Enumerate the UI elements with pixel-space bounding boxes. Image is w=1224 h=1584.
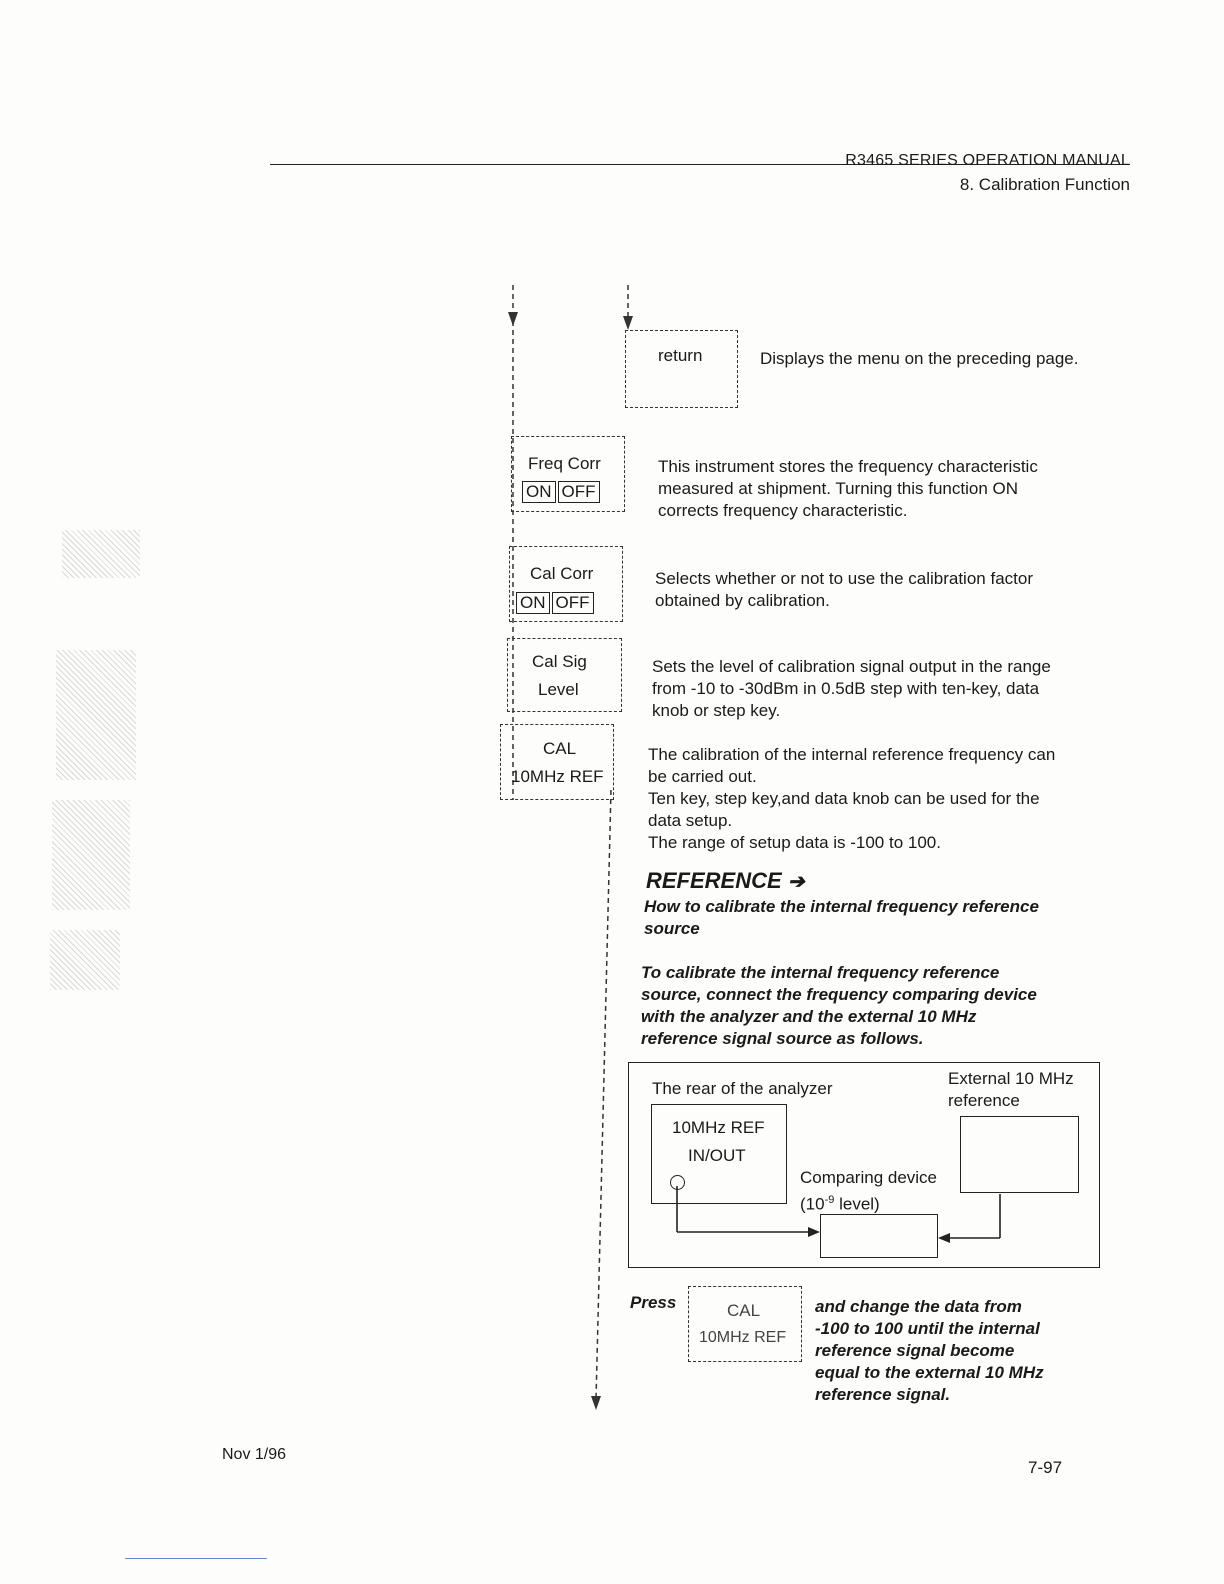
return-key-label: return	[658, 346, 703, 365]
cal-corr-on[interactable]: ON	[516, 592, 550, 614]
manual-title: R3465 SERIES OPERATION MANUAL	[845, 152, 1130, 169]
cal-sig-description	[652, 656, 1051, 722]
desc-line: The calibration of the internal reference frequency can	[648, 745, 1056, 764]
desc-line: Sets the level of calibration signal output in the range	[652, 657, 1051, 676]
desc-line: Ten key, step key,and data knob can be used for the	[648, 789, 1040, 808]
desc-line: obtained by calibration.	[655, 591, 830, 610]
freq-corr-off[interactable]: OFF	[558, 481, 600, 503]
instruction-line: source, connect the frequency comparing device	[641, 985, 1037, 1004]
freq-corr-key[interactable]	[511, 436, 625, 512]
press-cal-10mhz-key[interactable]	[688, 1286, 802, 1362]
press-line: equal to the external 10 MHz	[815, 1363, 1044, 1382]
freq-corr-description	[658, 456, 1038, 522]
cal-corr-toggle[interactable]	[516, 592, 596, 614]
subtitle-line: source	[644, 919, 700, 938]
press-word: Press	[630, 1293, 677, 1312]
desc-line: from -10 to -30dBm in 0.5dB step with ten-key, data	[652, 679, 1040, 698]
desc-line: This instrument stores the frequency characteristic	[658, 457, 1038, 476]
press-key-line2: 10MHz REF	[699, 1329, 787, 1346]
cal-corr-off[interactable]: OFF	[552, 592, 594, 614]
return-key[interactable]	[625, 330, 738, 408]
desc-line: data setup.	[648, 811, 733, 830]
desc-line: knob or step key.	[652, 701, 781, 720]
connector-line1: 10MHz REF	[672, 1118, 765, 1137]
instruction-line: reference signal source as follows.	[641, 1029, 924, 1048]
cal-10mhz-line1: CAL	[543, 739, 577, 758]
external-ref-label	[948, 1068, 1074, 1112]
reference-heading	[646, 868, 805, 894]
comparing-exponent: -9	[824, 1194, 835, 1206]
scan-edge-line	[125, 1558, 267, 1559]
reference-subtitle	[644, 896, 1039, 940]
desc-line: The range of setup data is -100 to 100.	[648, 833, 941, 852]
cal-sig-line1: Cal Sig	[532, 652, 587, 671]
connector-port-icon	[670, 1175, 685, 1190]
press-instruction-text	[815, 1296, 1044, 1406]
freq-corr-on[interactable]: ON	[522, 481, 556, 503]
freq-corr-label: Freq Corr	[528, 454, 601, 473]
comparing-device-label	[800, 1167, 937, 1216]
section-title: 8. Calibration Function	[959, 175, 1130, 194]
press-line: reference signal become	[815, 1341, 1015, 1360]
desc-line: corrects frequency characteristic.	[658, 501, 908, 520]
instruction-line: To calibrate the internal frequency reference	[641, 963, 1000, 982]
cal-10mhz-ref-key[interactable]	[500, 724, 614, 800]
press-line: reference signal.	[815, 1385, 951, 1404]
comparing-device	[820, 1214, 938, 1258]
freq-corr-toggle[interactable]	[522, 481, 602, 503]
comparing-line	[800, 1189, 937, 1216]
reference-instructions	[641, 962, 1037, 1050]
instruction-line: with the analyzer and the external 10 MHz	[641, 1007, 977, 1026]
reference-title: REFERENCE	[646, 868, 782, 893]
cal-sig-level-key[interactable]	[507, 638, 622, 712]
press-line: -100 to 100 until the internal	[815, 1319, 1040, 1338]
cal-corr-description	[655, 568, 1033, 612]
press-line: and change the data from	[815, 1297, 1022, 1316]
rear-of-analyzer-label: The rear of the analyzer	[652, 1079, 833, 1098]
cal-corr-key[interactable]	[509, 546, 623, 622]
cal-corr-label: Cal Corr	[530, 564, 594, 583]
cal-10mhz-line2: 10MHz REF	[511, 767, 604, 786]
connector-line2: IN/OUT	[688, 1146, 746, 1165]
desc-line: be carried out.	[648, 767, 757, 786]
desc-line: measured at shipment. Turning this function ON	[658, 479, 1019, 498]
comparing-suffix: level)	[834, 1194, 880, 1214]
external-line: reference	[948, 1091, 1020, 1110]
subtitle-line: How to calibrate the internal frequency reference	[644, 897, 1039, 916]
external-reference-source	[960, 1116, 1079, 1193]
comparing-prefix: (10	[800, 1194, 825, 1214]
comparing-line: Comparing device	[800, 1168, 938, 1187]
return-description: Displays the menu on the preceding page.	[760, 349, 1079, 368]
desc-line: Selects whether or not to use the calibration factor	[655, 569, 1033, 588]
analyzer-rear-panel	[651, 1104, 787, 1204]
footer-date: Nov 1/96	[222, 1446, 287, 1463]
right-arrow-icon: ➔	[787, 871, 805, 893]
cal-10mhz-description	[648, 744, 1055, 854]
page-number: 7-97	[1028, 1458, 1063, 1477]
cal-sig-line2: Level	[538, 680, 579, 699]
external-line: External 10 MHz	[948, 1069, 1074, 1088]
press-key-line1: CAL	[727, 1301, 761, 1320]
